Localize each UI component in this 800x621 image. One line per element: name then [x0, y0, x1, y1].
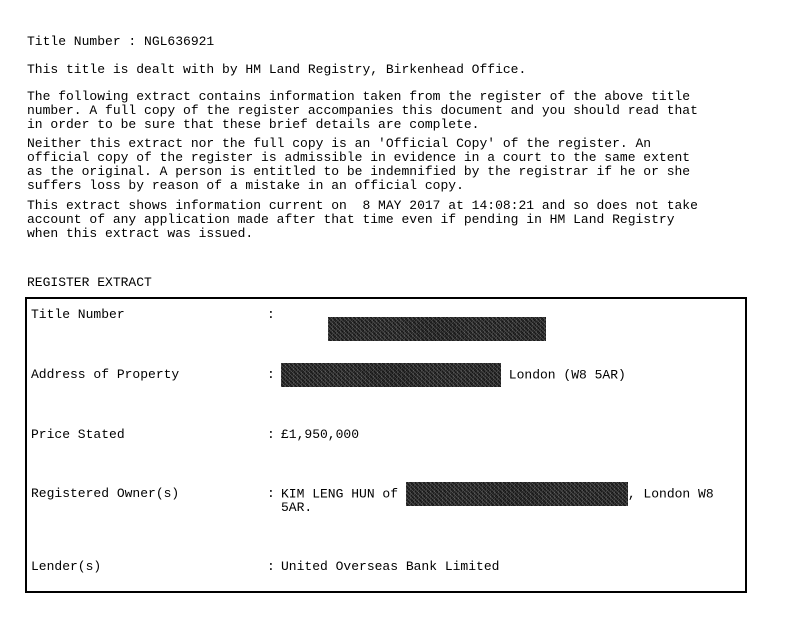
paragraph-line: official copy of the register is admissible in evidence in a court to the same extent [27, 150, 691, 165]
row-colon: : [267, 427, 275, 442]
paragraph-line: as the original. A person is entitled to be indemnified by the registrar if he or she [27, 164, 691, 179]
owner-name: KIM LENG HUN of [281, 486, 406, 502]
redacted-block [328, 317, 546, 341]
office-line: This title is dealt with by HM Land Registry, Birkenhead Office. [27, 62, 527, 77]
row-label: Lender(s) [31, 559, 102, 574]
row-label: Registered Owner(s) [31, 486, 180, 501]
paragraph-line: when this extract was issued. [27, 226, 254, 241]
row-label: Price Stated [31, 427, 125, 442]
row-colon: : [267, 486, 275, 501]
row-label: Address of Property [31, 367, 180, 382]
title-number-line: Title Number : NGL636921 [27, 34, 215, 49]
row-colon: : [267, 307, 275, 322]
paragraph-line: Neither this extract nor the full copy is an 'Official Copy' of the register. An [27, 136, 652, 151]
paragraph-line: number. A full copy of the register accompanies this document and you should read that [27, 103, 698, 118]
row-value [281, 482, 714, 506]
paragraph-line: The following extract contains information taken from the register of the above title [27, 89, 691, 104]
paragraph-line: in order to be sure that these brief details are complete. [27, 117, 480, 132]
row-label: Title Number [31, 307, 125, 322]
redacted-block [406, 482, 628, 506]
register-extract-table [25, 297, 747, 593]
paragraph-line: This extract shows information current on 8 MAY 2017 at 14:08:21 and so does not take [27, 198, 698, 213]
owner-address-suffix: , London W8 [627, 486, 714, 502]
lender-value: United Overseas Bank Limited [281, 559, 500, 574]
paragraph-line: account of any application made after that time even if pending in HM Land Registry [27, 212, 675, 227]
row-value [281, 363, 626, 387]
paragraph-line: suffers loss by reason of a mistake in an official copy. [27, 178, 464, 193]
row-colon: : [267, 559, 275, 574]
redacted-block [281, 363, 501, 387]
row-colon: : [267, 367, 275, 382]
register-extract-heading: REGISTER EXTRACT [27, 275, 152, 290]
row-value [281, 303, 546, 355]
address-suffix: London (W8 5AR) [501, 367, 626, 383]
owner-address-line2: 5AR. [281, 500, 313, 515]
price-value: £1,950,000 [281, 427, 360, 442]
